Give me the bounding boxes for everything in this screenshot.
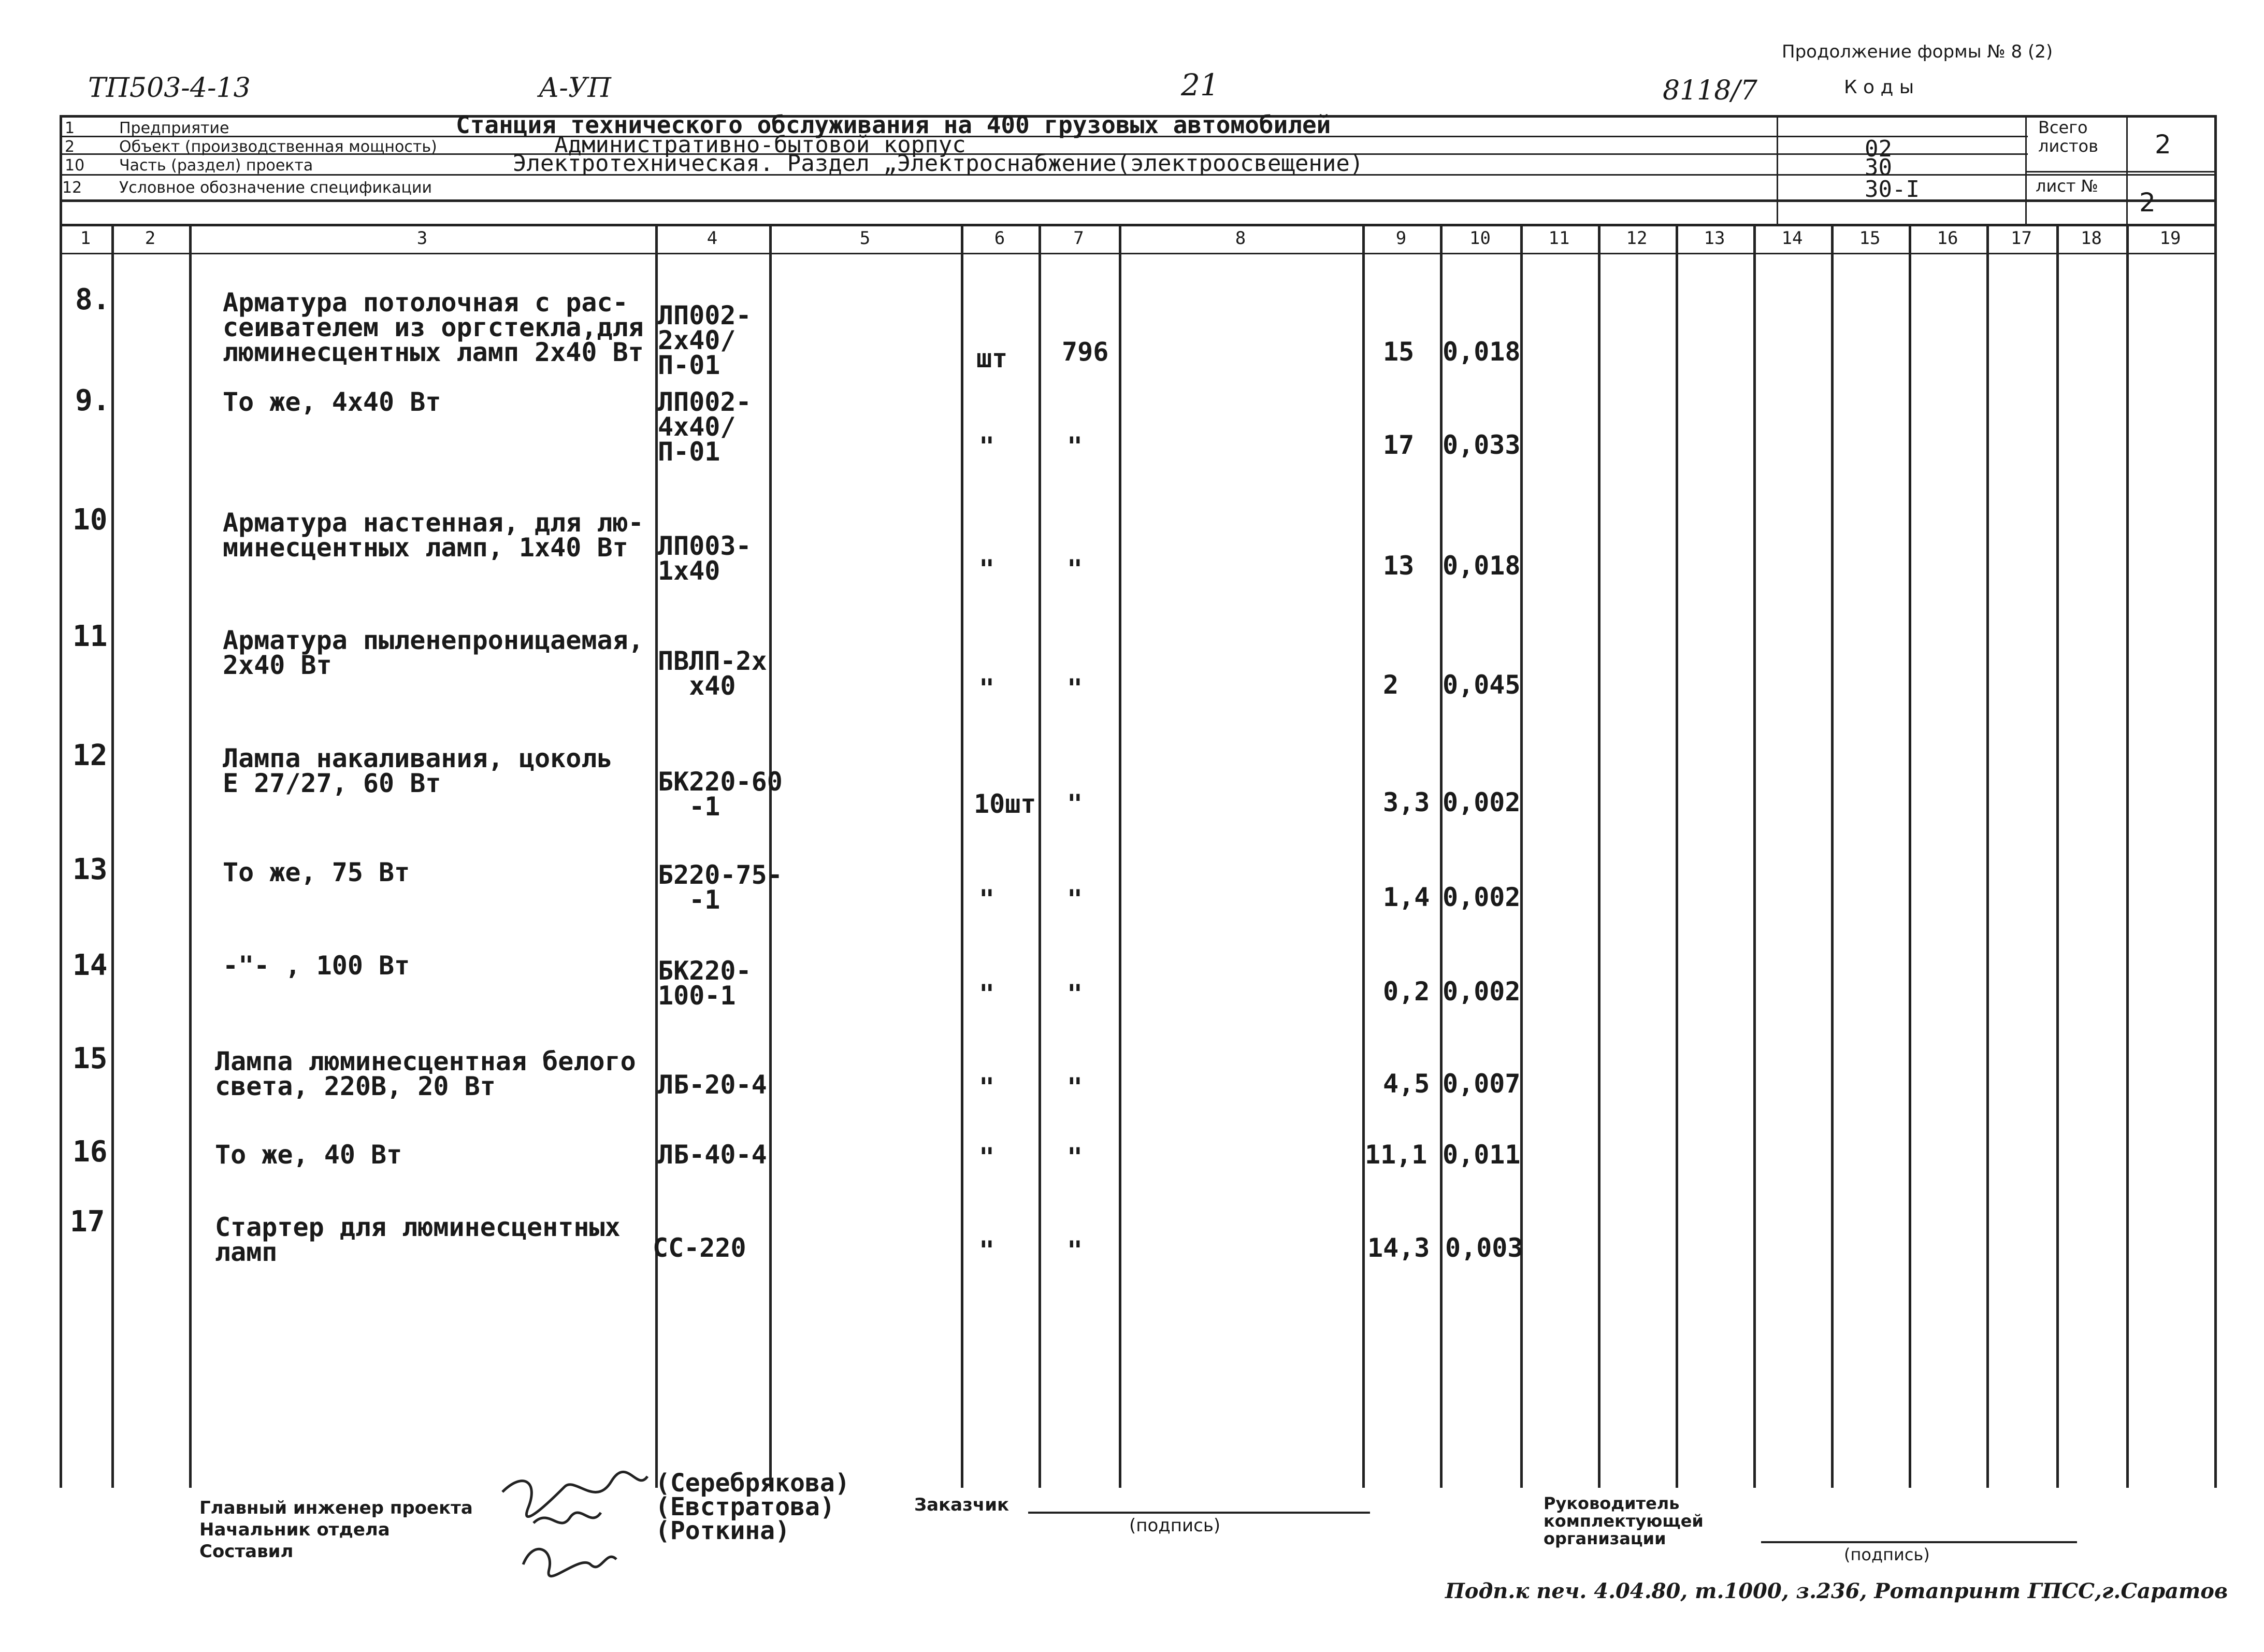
- col-num-15: 15: [1859, 228, 1881, 249]
- col-line-16: [1986, 224, 1989, 1488]
- row-name: То же, 4х40 Вт: [223, 387, 441, 417]
- row-value: 0,002: [1443, 882, 1521, 912]
- row-no: 8.: [75, 283, 110, 317]
- customer-signature-line: [1028, 1512, 1370, 1514]
- row-value: 0,033: [1443, 430, 1521, 460]
- col-num-1: 1: [80, 228, 91, 249]
- row-qty: 3,3: [1383, 787, 1430, 817]
- row-name: Арматура настенная, для лю- минесцентных ламп, 1х40 Вт: [223, 508, 644, 563]
- row-qty: 1,4: [1383, 882, 1430, 912]
- hdr-num-1: 1: [65, 119, 75, 137]
- row-code: ": [1067, 1072, 1083, 1102]
- name-serebryakova: (Серебрякова): [655, 1469, 850, 1498]
- row-code: ": [1067, 1236, 1083, 1266]
- row-qty: 11,1: [1365, 1140, 1427, 1170]
- row-unit: ": [979, 554, 995, 584]
- row-qty: 14,3: [1367, 1233, 1430, 1263]
- row-code: ": [1067, 789, 1083, 819]
- row-name: Лампа люминесцентная белого света, 220В, 20 Вт: [215, 1046, 636, 1101]
- handwritten-signatures: [492, 1461, 663, 1585]
- row-value: 0,011: [1443, 1140, 1521, 1170]
- col-num-3: 3: [416, 228, 428, 249]
- col-line-11: [1598, 224, 1600, 1488]
- continuation-note: Продолжение формы № 8 (2): [1782, 41, 2053, 62]
- row-code: ": [1067, 979, 1083, 1009]
- supplier-label: Руководитель комплектующей организации: [1544, 1493, 1704, 1548]
- col-num-12: 12: [1626, 228, 1648, 249]
- col-line-8: [1362, 224, 1365, 1488]
- row-type: БК220-60 -1: [658, 767, 783, 822]
- row-type: ЛП003- 1х40: [658, 531, 752, 586]
- row-value: 0,002: [1443, 976, 1521, 1007]
- row-no: 10: [73, 503, 108, 537]
- frame-right: [2214, 115, 2217, 1488]
- row-type: ЛП002- 4х40/ П-01: [658, 387, 752, 467]
- col-num-19: 19: [2159, 228, 2181, 249]
- col-line-2: [189, 224, 192, 1488]
- supplier-signature-caption: (подпись): [1844, 1545, 1930, 1564]
- supplier-signature-line: [1761, 1541, 2077, 1543]
- hdr-label-2: Объект (производственная мощность): [119, 138, 437, 156]
- row-name: Лампа накаливания, цоколь Е 27/27, 60 Вт: [223, 743, 613, 798]
- row-value: 0,045: [1443, 670, 1521, 700]
- row-no: 17: [70, 1205, 105, 1239]
- code-spec: 30-I: [1865, 176, 1920, 203]
- role-department-head: Начальник отдела: [199, 1519, 390, 1540]
- row-value: 0,003: [1445, 1233, 1523, 1263]
- row-unit: ": [979, 1072, 995, 1102]
- codes-label: К о д ы: [1844, 77, 1914, 98]
- col-num-10: 10: [1469, 228, 1491, 249]
- hdr-value-2: Административно-бытовой корпус: [554, 132, 966, 158]
- frame-colnums-bottom: [60, 224, 2214, 226]
- col-line-1: [111, 224, 114, 1488]
- row-no: 13: [73, 853, 108, 886]
- col-num-11: 11: [1548, 228, 1570, 249]
- sheet-ref: 8118/7: [1663, 75, 1757, 106]
- row-type: БК220- 100-1: [658, 956, 752, 1011]
- project-code: ТП503-4-13: [88, 73, 251, 104]
- row-qty: 2: [1383, 670, 1399, 700]
- row-type: СС-220: [653, 1233, 746, 1263]
- row-qty: 13: [1383, 551, 1415, 581]
- col-num-2: 2: [145, 228, 156, 249]
- sheet-no: 2: [2139, 188, 2156, 218]
- col-line-17: [2056, 224, 2059, 1488]
- col-line-9: [1440, 224, 1443, 1488]
- row-type: Б220-75- -1: [658, 860, 783, 915]
- print-note: Подп.к печ. 4.04.80, т.1000, з.236, Ротапринт ГПСС,г.Саратов: [1445, 1579, 2228, 1603]
- row-value: 0,002: [1443, 787, 1521, 817]
- col-line-7: [1119, 224, 1121, 1488]
- totals-col: [2126, 115, 2128, 224]
- row-unit: ": [979, 1142, 995, 1172]
- col-num-14: 14: [1781, 228, 1803, 249]
- col-line-14: [1831, 224, 1834, 1488]
- col-num-5: 5: [859, 228, 871, 249]
- frame-table-top: [60, 253, 2214, 254]
- row-code: ": [1067, 554, 1083, 584]
- row-name: Стартер для люминесцентных ламп: [215, 1212, 621, 1267]
- row-type: ПВЛП-2х х40: [658, 646, 767, 701]
- row-unit: ": [979, 979, 995, 1009]
- row-name: То же, 40 Вт: [215, 1140, 402, 1170]
- row-code: ": [1067, 432, 1083, 462]
- name-rotkina: (Роткина): [655, 1516, 790, 1545]
- page-number: 21: [1181, 67, 1219, 103]
- row-name: -"- , 100 Вт: [223, 951, 410, 981]
- hdr-value-3: Электротехническая. Раздел „Электроснабжение(электроосвещение): [513, 150, 1364, 177]
- row-value: 0,018: [1443, 337, 1521, 367]
- col-line-15: [1909, 224, 1911, 1488]
- row-code: ": [1067, 673, 1083, 703]
- codes-col-right: [2025, 115, 2027, 224]
- col-num-6: 6: [994, 228, 1005, 249]
- album-label: А-УП: [539, 73, 611, 104]
- row-value: 0,007: [1443, 1069, 1521, 1099]
- sheet-no-label: лист №: [2036, 176, 2098, 196]
- col-line-10: [1520, 224, 1523, 1488]
- role-chief-engineer: Главный инженер проекта: [199, 1498, 473, 1518]
- row-type: ЛБ-40-4: [658, 1140, 767, 1170]
- hdr-num-2: 2: [65, 138, 75, 156]
- row-code: ": [1067, 1142, 1083, 1172]
- row-code: 796: [1062, 337, 1109, 367]
- code-part: 30: [1865, 154, 1892, 181]
- totals-split: [2025, 171, 2214, 173]
- col-num-13: 13: [1704, 228, 1725, 249]
- col-num-9: 9: [1395, 228, 1407, 249]
- col-line-4: [769, 224, 772, 1488]
- row-unit: ": [979, 432, 995, 462]
- col-num-16: 16: [1937, 228, 1958, 249]
- col-line-5: [961, 224, 963, 1488]
- row-unit: ": [979, 673, 995, 703]
- col-num-18: 18: [2081, 228, 2102, 249]
- row-name: Арматура пыленепроницаемая, 2х40 Вт: [223, 625, 644, 680]
- col-num-7: 7: [1073, 228, 1084, 249]
- hdr-label-3: Часть (раздел) проекта: [119, 156, 313, 175]
- total-sheets-label: Всего листов: [2038, 118, 2098, 156]
- row-qty: 15: [1383, 337, 1415, 367]
- row-code: ": [1067, 884, 1083, 914]
- name-evstratova: (Евстратова): [655, 1492, 835, 1521]
- row-type: ЛП002- 2х40/ П-01: [658, 300, 752, 380]
- hdr-num-3: 10: [65, 156, 85, 175]
- row-no: 15: [73, 1042, 108, 1075]
- code-object: 02: [1865, 136, 1892, 162]
- row-unit: ": [979, 1236, 995, 1266]
- col-line-6: [1039, 224, 1041, 1488]
- row-type: ЛБ-20-4: [658, 1070, 767, 1100]
- col-num-8: 8: [1235, 228, 1246, 249]
- hdr-label-1: Предприятие: [119, 119, 229, 137]
- col-line-13: [1753, 224, 1756, 1488]
- total-sheets: 2: [2155, 130, 2171, 160]
- row-value: 0,018: [1443, 551, 1521, 581]
- row-no: 11: [73, 620, 108, 653]
- row-unit: 10шт: [974, 789, 1036, 819]
- row-no: 12: [73, 739, 108, 772]
- row-no: 9.: [75, 384, 110, 418]
- codes-col-left: [1777, 115, 1778, 224]
- hdr-num-4: 12: [62, 179, 82, 197]
- row-no: 14: [73, 949, 108, 982]
- frame-left: [60, 115, 62, 1488]
- row-qty: 17: [1383, 430, 1415, 460]
- hdr-label-4: Условное обозначение спецификации: [119, 179, 432, 197]
- customer-signature-caption: (подпись): [1129, 1515, 1221, 1536]
- row-qty: 4,5: [1383, 1069, 1430, 1099]
- row-name: Арматура потолочная с рас- сеивателем из оргстекла,для люминесцентных ламп 2х40 Вт: [223, 288, 644, 367]
- col-num-17: 17: [2011, 228, 2032, 249]
- row-name: То же, 75 Вт: [223, 857, 410, 887]
- row-qty: 0,2: [1383, 976, 1430, 1007]
- col-line-12: [1676, 224, 1678, 1488]
- col-num-4: 4: [706, 228, 718, 249]
- hdr-value-1: Станция технического обслуживания на 400 грузовых автомобилей: [456, 111, 1331, 139]
- role-compiler: Составил: [199, 1541, 294, 1562]
- col-line-18: [2126, 224, 2129, 1488]
- row-no: 16: [73, 1135, 108, 1169]
- row-unit: ": [979, 884, 995, 914]
- row-unit: шт: [976, 343, 1008, 374]
- customer-label: Заказчик: [914, 1495, 1010, 1515]
